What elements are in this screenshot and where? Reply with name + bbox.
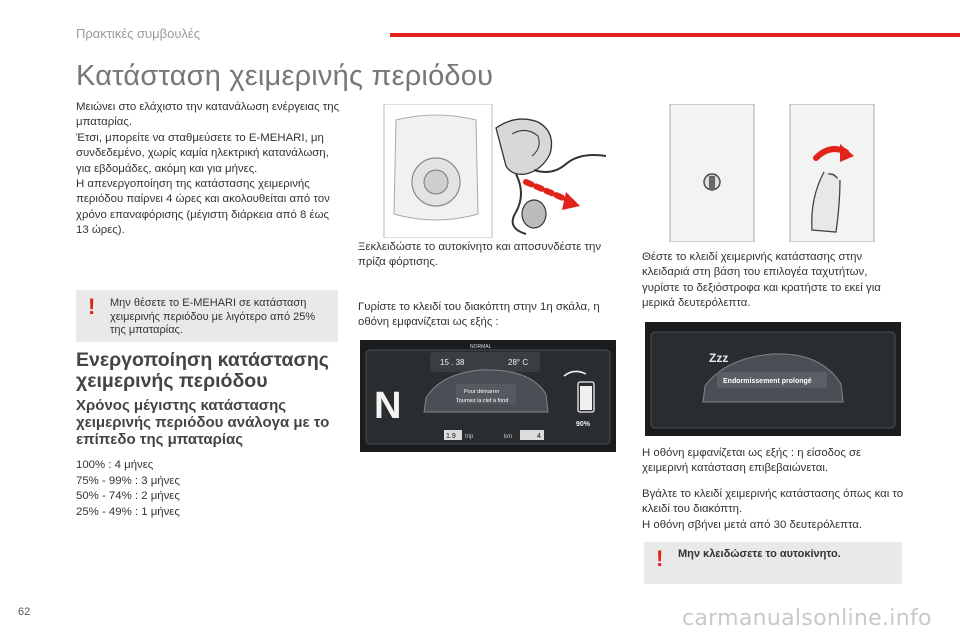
mode-label: NORMAL — [470, 344, 492, 350]
unplug-illustration — [366, 104, 616, 238]
activation-subheading: Χρόνος μέγιστης κατάστασης χειμερινής περιόδου ανάλογα με το επίπεδο της μπαταρίας — [76, 397, 330, 448]
gear-indicator: N — [374, 385, 402, 427]
winter-key-illustration — [640, 104, 902, 242]
exclamation-icon: ! — [88, 294, 96, 319]
dashboard-display-sleep — [645, 322, 901, 436]
level-item: 100% : 4 μήνες — [76, 459, 154, 471]
warning-text: Μην κλειδώσετε το αυτοκίνητο. — [678, 548, 841, 560]
trip-value: 1.9 — [446, 433, 456, 440]
remove-key-line-1: Βγάλτε το κλειδί χειμερινής κατάστασης όπως και το κλειδί του διακόπτη. — [642, 488, 904, 516]
sleep-zzz-icon: Zzz — [709, 351, 729, 365]
intro-text — [76, 100, 344, 239]
km-value: 4 — [537, 433, 541, 440]
screen-caption: Η οθόνη εμφανίζεται ως εξής : η είσοδος σε χειμερινή κατάσταση επιβεβαιώνεται. — [642, 447, 862, 475]
section-label: Πρακτικές συμβουλές — [76, 26, 200, 41]
exclamation-icon: ! — [656, 546, 664, 571]
header-accent-bar — [390, 33, 960, 37]
intro-paragraph-2: Έτσι, μπορείτε να σταθμεύσετε το E-MEHARI, μη συνδεδεμένο, χωρίς καμία ηλεκτρική κατανάλωση, για εβδομάδες, ακόμη και για μήνες. — [76, 131, 329, 175]
page-number: 62 — [18, 606, 31, 618]
intro-paragraph-3: Η απενεργοποίηση της κατάστασης χειμερινής περιόδου παίρνει 4 ώρες και ακολουθείται από τον χρόνο επαναφόρισης (μέγιστη διάρκεια από 8 έως 13 ώρες). — [76, 178, 330, 237]
winter-key-caption: Θέστε το κλειδί χειμερινής κατάστασης στην κλειδαριά στη βάση του επιλογέα ταχυτήτων, γυρίστε το δεξιόστροφα και κρατήστε το εκεί για μερικά δευτερόλεπτα. — [642, 251, 881, 310]
level-item: 50% - 74% : 2 μήνες — [76, 490, 180, 503]
level-item: 25% - 49% : 1 μήνες — [76, 505, 180, 518]
turn-key-caption: Γυρίστε το κλειδί του διακόπτη στην 1η σκάλα, η οθόνη εμφανίζεται ως εξής : — [358, 301, 600, 329]
warning-box-battery — [76, 290, 338, 342]
remove-key-caption — [642, 487, 904, 533]
dashboard-display-normal — [360, 340, 616, 452]
clock-readout: 15 . 38 — [440, 358, 465, 367]
warning-text: Μην θέσετε το E-MEHARI σε κατάσταση χειμερινής περιόδου με λιγότερο από 25% της μπαταρίας. — [110, 297, 316, 336]
intro-paragraph-1: Μειώνει στο ελάχιστο την κατανάλωση ενέργειας της μπαταρίας. — [76, 101, 340, 129]
message-line-2: Tournez la clef à fond — [456, 398, 509, 404]
battery-level-list — [76, 458, 180, 520]
unplug-caption: Ξεκλειδώστε το αυτοκίνητο και αποσυνδέστε την πρίζα φόρτισης. — [358, 241, 602, 269]
trip-label: trip — [465, 434, 474, 440]
warning-box-lock — [644, 542, 902, 584]
temperature-readout: 28° C — [508, 358, 529, 367]
sleep-message: Endormissement prolongé — [723, 378, 812, 385]
remove-key-line-2: Η οθόνη σβήνει μετά από 30 δευτερόλεπτα. — [642, 518, 863, 531]
km-label: km — [504, 434, 512, 440]
page-title: Κατάσταση χειμερινής περιόδου — [76, 60, 494, 92]
watermark: carmanualsonline.info — [682, 606, 932, 631]
level-item: 75% - 99% : 3 μήνες — [76, 474, 180, 487]
battery-percent: 90% — [576, 421, 591, 428]
activation-heading: Ενεργοποίηση κατάστασης χειμερινής περιόδου — [76, 349, 329, 392]
message-line-1: Pour démarrer — [464, 389, 500, 395]
